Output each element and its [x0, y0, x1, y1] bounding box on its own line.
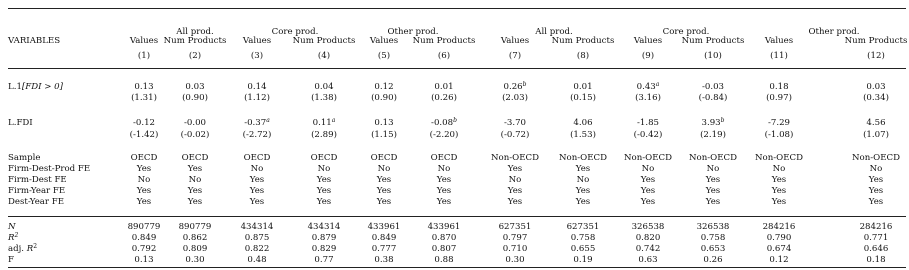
fixed-effect-value: Yes [376, 197, 392, 207]
statistic-value: 0.48 [247, 255, 267, 265]
fixed-effect-value: No [508, 175, 522, 185]
statistic-row [8, 254, 906, 266]
fixed-effect-value: Yes [575, 186, 591, 196]
header-rule [8, 68, 906, 69]
fixed-effect-value: Non-OECD [852, 153, 900, 163]
coefficient: 0.43$^a$ [636, 81, 660, 92]
fixed-effect-value: Yes [187, 186, 203, 196]
row-label: $R^2$ [8, 232, 19, 243]
fixed-effect-value: Yes [705, 175, 721, 185]
statistic-value: 0.875 [244, 233, 270, 243]
statistic-value: 0.18 [866, 255, 886, 265]
column-number-row [8, 50, 906, 62]
coefficient: 0.11$^a$ [312, 117, 336, 128]
column-number: (5) [377, 51, 391, 61]
t-statistic: (1.38) [311, 93, 337, 103]
fixed-effect-value: Yes [868, 175, 884, 185]
t-statistic: (0.34) [863, 93, 889, 103]
fixed-effect-value: No [576, 175, 590, 185]
coefficient: 0.03 [185, 82, 205, 92]
statistic-value: 0.77 [314, 255, 334, 265]
column-subheader: Values [369, 36, 399, 46]
statistic-value: 433961 [367, 222, 401, 232]
column-subheader: Values [129, 36, 159, 46]
column-subheader: Values [633, 36, 663, 46]
row-label: L.FDI [8, 118, 33, 128]
fixed-effect-value: Yes [868, 186, 884, 196]
fixed-effect-value: Yes [249, 175, 265, 185]
coefficient: -7.29 [767, 118, 791, 128]
fixed-effect-value: No [706, 164, 720, 174]
statistic-value: 0.849 [131, 233, 157, 243]
fixed-effect-value: Yes [771, 197, 787, 207]
row-label: Firm-Dest FE [8, 175, 67, 185]
fixed-effect-value: No [437, 164, 451, 174]
column-number: (3) [250, 51, 264, 61]
fixed-effect-value: No [377, 164, 391, 174]
tstat-row [8, 129, 906, 141]
fixed-effect-value: Yes [136, 186, 152, 196]
top-rule [8, 8, 906, 9]
fixed-effect-value: Yes [187, 164, 203, 174]
statistic-value: 284216 [762, 222, 796, 232]
statistic-value: 434314 [240, 222, 274, 232]
fixed-effect-value: OECD [181, 153, 209, 163]
column-subheader: Values [500, 36, 530, 46]
row-label: Firm-Year FE [8, 186, 66, 196]
t-statistic: (1.53) [570, 130, 596, 140]
coefficient: 0.18 [769, 82, 789, 92]
t-statistic: (-0.42) [633, 130, 663, 140]
variables-label: VARIABLES [8, 36, 61, 46]
statistic-value: 0.674 [766, 244, 792, 254]
coefficient: 4.56 [866, 118, 886, 128]
statistic-value: 326538 [631, 222, 665, 232]
row-label: L.1[FDI > 0] [8, 82, 63, 92]
statistic-value: 0.758 [700, 233, 726, 243]
statistic-value: 0.742 [635, 244, 661, 254]
fixed-effect-value: No [250, 164, 264, 174]
t-statistic: (-1.42) [129, 130, 159, 140]
fixed-effect-value: Non-OECD [559, 153, 607, 163]
column-number: (1) [137, 51, 151, 61]
coefficient: 0.26$^b$ [503, 81, 527, 92]
fixed-effect-value: Yes [705, 197, 721, 207]
fixed-effect-value: Yes [640, 197, 656, 207]
statistic-value: 0.30 [505, 255, 525, 265]
fixed-effect-value: Yes [507, 164, 523, 174]
statistic-value: 0.777 [371, 244, 397, 254]
fixed-effect-value: Yes [249, 186, 265, 196]
t-statistic: (1.12) [244, 93, 270, 103]
stats-rule [8, 216, 906, 217]
fixed-effect-value: Yes [640, 175, 656, 185]
coefficient: -0.12 [132, 118, 156, 128]
fixed-effect-value: Non-OECD [755, 153, 803, 163]
row-label: adj. $R^2$ [8, 243, 38, 254]
t-statistic: (-2.20) [429, 130, 459, 140]
statistic-value: 0.88 [434, 255, 454, 265]
t-statistic: (-1.08) [764, 130, 794, 140]
fixed-effect-value: Yes [575, 197, 591, 207]
fixed-effect-value: No [869, 164, 883, 174]
t-statistic: (0.90) [182, 93, 208, 103]
fixed-effect-value: Yes [868, 197, 884, 207]
statistic-value: 0.820 [635, 233, 661, 243]
statistic-value: 0.792 [131, 244, 157, 254]
fixed-effect-value: Yes [507, 186, 523, 196]
coefficient: 3.93$^b$ [701, 117, 725, 128]
coefficient: -3.70 [503, 118, 527, 128]
coefficient: 0.14 [247, 82, 267, 92]
statistic-value: 0.63 [638, 255, 658, 265]
statistic-value: 284216 [859, 222, 893, 232]
fixed-effect-value: OECD [430, 153, 458, 163]
statistic-value: 0.790 [766, 233, 792, 243]
t-statistic: (0.97) [766, 93, 792, 103]
fixed-effect-value: Yes [187, 197, 203, 207]
fixed-effect-value: Yes [436, 175, 452, 185]
statistic-value: 0.26 [703, 255, 723, 265]
fixed-effect-value: Yes [640, 186, 656, 196]
t-statistic: (1.31) [131, 93, 157, 103]
fixed-effect-value: OECD [310, 153, 338, 163]
statistic-value: 0.829 [311, 244, 337, 254]
column-number: (6) [437, 51, 451, 61]
t-statistic: (2.19) [700, 130, 726, 140]
fixed-effect-value: Non-OECD [491, 153, 539, 163]
coefficient: -1.85 [636, 118, 660, 128]
row-label: F [8, 255, 14, 265]
column-number: (10) [704, 51, 722, 61]
fixed-effect-row [8, 196, 906, 208]
fixed-effect-value: Yes [316, 186, 332, 196]
coefficient: 4.06 [573, 118, 593, 128]
fixed-effect-value: OECD [130, 153, 158, 163]
statistic-value: 890779 [127, 222, 161, 232]
fixed-effect-value: Yes [771, 175, 787, 185]
group-header: Core prod. [271, 27, 319, 37]
statistic-value: 433961 [427, 222, 461, 232]
column-subheader: Num Products [681, 36, 745, 46]
statistic-value: 326538 [696, 222, 730, 232]
t-statistic: (-0.02) [180, 130, 210, 140]
fixed-effect-value: Yes [575, 164, 591, 174]
coefficient: 0.03 [866, 82, 886, 92]
group-header: Core prod. [662, 27, 710, 37]
statistic-value: 627351 [566, 222, 600, 232]
statistic-value: 0.13 [134, 255, 154, 265]
fixed-effect-value: OECD [243, 153, 271, 163]
statistic-value: 0.646 [863, 244, 889, 254]
column-number: (9) [641, 51, 655, 61]
t-statistic: (2.03) [502, 93, 528, 103]
statistic-value: 627351 [498, 222, 532, 232]
statistic-value: 0.879 [311, 233, 337, 243]
coefficient-row [8, 117, 906, 129]
coefficient: 0.12 [374, 82, 394, 92]
t-statistic: (0.26) [431, 93, 457, 103]
t-statistic: (3.16) [635, 93, 661, 103]
row-label: N [8, 222, 16, 232]
fixed-effect-value: Yes [249, 197, 265, 207]
fixed-effect-value: OECD [370, 153, 398, 163]
statistic-value: 0.758 [570, 233, 596, 243]
coefficient: -0.00 [183, 118, 207, 128]
group-header: All prod. [535, 27, 573, 37]
column-subheader: Values [764, 36, 794, 46]
coefficient: -0.08$^b$ [431, 117, 457, 128]
fixed-effect-value: No [641, 164, 655, 174]
t-statistic: (0.90) [371, 93, 397, 103]
row-label: Sample [8, 153, 41, 163]
t-statistic: (0.15) [570, 93, 596, 103]
statistic-value: 0.862 [182, 233, 208, 243]
statistic-value: 0.655 [570, 244, 596, 254]
column-number: (11) [770, 51, 788, 61]
statistic-value: 0.653 [700, 244, 726, 254]
statistic-value: 0.38 [374, 255, 394, 265]
statistic-value: 0.19 [573, 255, 593, 265]
statistic-value: 0.710 [502, 244, 528, 254]
statistic-value: 0.807 [431, 244, 457, 254]
t-statistic: (-0.84) [698, 93, 728, 103]
statistic-value: 0.12 [769, 255, 789, 265]
fixed-effect-value: Yes [436, 197, 452, 207]
tstat-row [8, 92, 906, 104]
fixed-effect-value: Yes [507, 197, 523, 207]
statistic-value: 0.870 [431, 233, 457, 243]
t-statistic: (-0.72) [500, 130, 530, 140]
fixed-effect-value: Yes [771, 186, 787, 196]
t-statistic: (2.89) [311, 130, 337, 140]
t-statistic: (-2.72) [242, 130, 272, 140]
statistic-value: 0.849 [371, 233, 397, 243]
coefficient: 0.04 [314, 82, 334, 92]
subheader-row [8, 35, 906, 47]
column-subheader: Num Products [551, 36, 615, 46]
statistic-value: 0.797 [502, 233, 528, 243]
group-header: Other prod. [808, 27, 860, 37]
fixed-effect-value: Yes [136, 164, 152, 174]
row-label: Firm-Dest-Prod FE [8, 164, 91, 174]
coefficient: 0.01 [434, 82, 454, 92]
statistic-value: 0.30 [185, 255, 205, 265]
group-header: Other prod. [387, 27, 439, 37]
column-number: (12) [867, 51, 885, 61]
statistic-value: 0.771 [863, 233, 889, 243]
fixed-effect-value: No [188, 175, 202, 185]
column-subheader: Values [242, 36, 272, 46]
column-subheader: Num Products [292, 36, 356, 46]
column-number: (8) [576, 51, 590, 61]
fixed-effect-value: Yes [376, 186, 392, 196]
t-statistic: (1.07) [863, 130, 889, 140]
coefficient: -0.03 [701, 82, 725, 92]
bottom-rule [8, 267, 906, 268]
fixed-effect-value: Non-OECD [624, 153, 672, 163]
t-statistic: (1.15) [371, 130, 397, 140]
fixed-effect-value: Yes [705, 186, 721, 196]
coefficient: 0.01 [573, 82, 593, 92]
statistic-value: 434314 [307, 222, 341, 232]
column-number: (7) [508, 51, 522, 61]
statistic-value: 890779 [178, 222, 212, 232]
statistic-value: 0.822 [244, 244, 270, 254]
fixed-effect-value: No [317, 164, 331, 174]
column-subheader: Num Products [412, 36, 476, 46]
fixed-effect-value: Yes [136, 197, 152, 207]
fixed-effect-value: Yes [316, 175, 332, 185]
fixed-effect-value: No [137, 175, 151, 185]
fixed-effect-value: Yes [436, 186, 452, 196]
statistic-value: 0.809 [182, 244, 208, 254]
group-header: All prod. [176, 27, 214, 37]
fixed-effect-value: Yes [376, 175, 392, 185]
coefficient: -0.37$^a$ [244, 117, 270, 128]
column-subheader: Num Products [163, 36, 227, 46]
column-number: (4) [317, 51, 331, 61]
column-subheader: Num Products [844, 36, 908, 46]
coefficient: 0.13 [374, 118, 394, 128]
column-number: (2) [188, 51, 202, 61]
fixed-effect-value: No [772, 164, 786, 174]
fixed-effect-value: Non-OECD [689, 153, 737, 163]
fixed-effect-value: Yes [316, 197, 332, 207]
row-label: Dest-Year FE [8, 197, 65, 207]
coefficient: 0.13 [134, 82, 154, 92]
